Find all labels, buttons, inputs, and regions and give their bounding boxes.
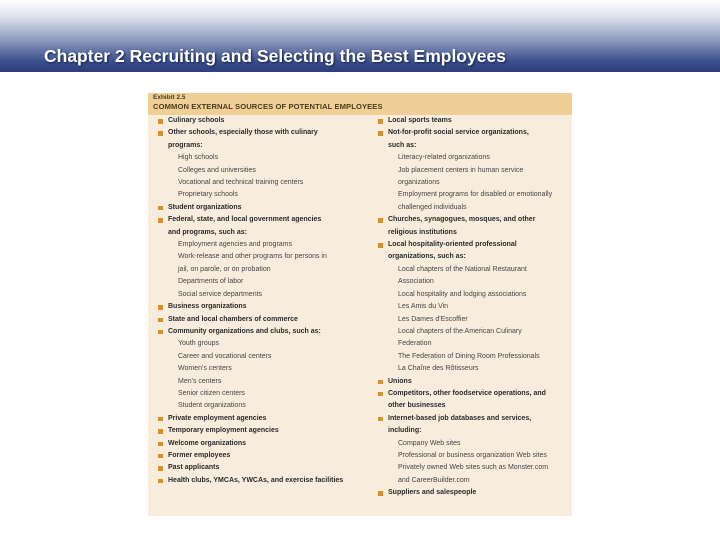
list-subitem: challenged individuals: [398, 203, 467, 211]
list-subitem: Professional or business organization Web sites: [398, 451, 547, 459]
list-subitem: Colleges and universities: [178, 166, 256, 174]
list-item: Health clubs, YMCAs, YWCAs, and exercise facilities: [156, 475, 371, 487]
list-item: programs:: [168, 141, 203, 149]
list-subitem: Women's centers: [178, 365, 232, 373]
list-subitem: Local chapters of the National Restaurant: [398, 265, 527, 273]
list-subitem: Social service departments: [178, 290, 263, 298]
list-item: Not-for-profit social service organizations,: [376, 127, 566, 139]
exhibit-header: [148, 93, 572, 115]
list-subitem: Local chapters of the American Culinary: [398, 327, 522, 335]
list-subitem: Job placement centers in human service: [398, 166, 524, 174]
list-subitem: Proprietary schools: [178, 191, 238, 199]
list-subitem: Career and vocational centers: [178, 352, 272, 360]
list-item: Other schools, especially those with culinary: [156, 127, 371, 139]
list-subitem: Les Dames d'Escoffier: [398, 315, 468, 323]
list-item: Former employees: [156, 450, 371, 462]
list-subitem: Vocational and technical training centers: [178, 179, 304, 187]
list-subitem: Association: [398, 278, 434, 286]
list-subitem: Literacy-related organizations: [398, 154, 490, 162]
list-item: Federal, state, and local government agencies: [156, 214, 371, 226]
list-item: Culinary schools: [156, 115, 371, 127]
exhibit-panel: [148, 93, 572, 516]
list-subitem: Les Amis du Vin: [398, 303, 449, 311]
slide-title: Chapter 2 Recruiting and Selecting the Best Employees: [44, 46, 506, 66]
list-item: Internet-based job databases and services,: [376, 413, 566, 425]
left-column: [156, 115, 371, 487]
list-item: Community organizations and clubs, such as:: [156, 326, 371, 338]
list-subitem: High schools: [178, 154, 219, 162]
list-subitem: jail, on parole, or on probation: [178, 265, 271, 273]
list-subitem: organizations: [398, 179, 440, 187]
list-subitem: Employment programs for disabled or emotionally: [398, 191, 553, 199]
list-item: and programs, such as:: [168, 228, 247, 236]
list-item: Business organizations: [156, 301, 371, 313]
list-subitem: Employment agencies and programs: [178, 241, 293, 249]
list-item: organizations, such as:: [388, 253, 466, 261]
list-subitem: and CareerBuilder.com: [398, 476, 470, 484]
list-subitem: Company Web sites: [398, 439, 461, 447]
list-item: Private employment agencies: [156, 413, 371, 425]
list-subitem: Student organizations: [178, 402, 246, 410]
list-subitem: Departments of labor: [178, 278, 244, 286]
list-subitem: Local hospitality and lodging associations: [398, 290, 527, 298]
list-subitem: Youth groups: [178, 340, 219, 348]
list-item: Unions: [376, 376, 566, 388]
list-item: Competitors, other foodservice operations, and: [376, 388, 566, 400]
list-subitem: Federation: [398, 340, 432, 348]
list-item: religious institutions: [388, 228, 457, 236]
exhibit-label: Exhibit 2.5: [153, 94, 186, 101]
list-subitem: Work-release and other programs for persons in: [178, 253, 327, 261]
list-item: Past applicants: [156, 462, 371, 474]
list-item: Local hospitality-oriented professional: [376, 239, 566, 251]
list-item: Churches, synagogues, mosques, and other: [376, 214, 566, 226]
list-item: such as:: [388, 141, 417, 149]
list-item: including:: [388, 427, 422, 435]
list-subitem: Senior citizen centers: [178, 389, 245, 397]
list-subitem: La Chaîne des Rôtisseurs: [398, 365, 479, 373]
list-item: Local sports teams: [376, 115, 566, 127]
list-item: State and local chambers of commerce: [156, 314, 371, 326]
list-item: Welcome organizations: [156, 438, 371, 450]
list-item: Student organizations: [156, 202, 371, 214]
list-subitem: Privately owned Web sites such as Monster.com: [398, 464, 549, 472]
list-item: Temporary employment agencies: [156, 425, 371, 437]
list-subitem: Men's centers: [178, 377, 222, 385]
slide-header-band: [0, 0, 720, 72]
list-subitem: The Federation of Dining Room Professionals: [398, 352, 540, 360]
right-column: [376, 115, 566, 500]
list-item: other businesses: [388, 402, 446, 410]
list-item: Suppliers and salespeople: [376, 487, 566, 499]
exhibit-title: COMMON EXTERNAL SOURCES OF POTENTIAL EMPLOYEES: [153, 102, 383, 111]
